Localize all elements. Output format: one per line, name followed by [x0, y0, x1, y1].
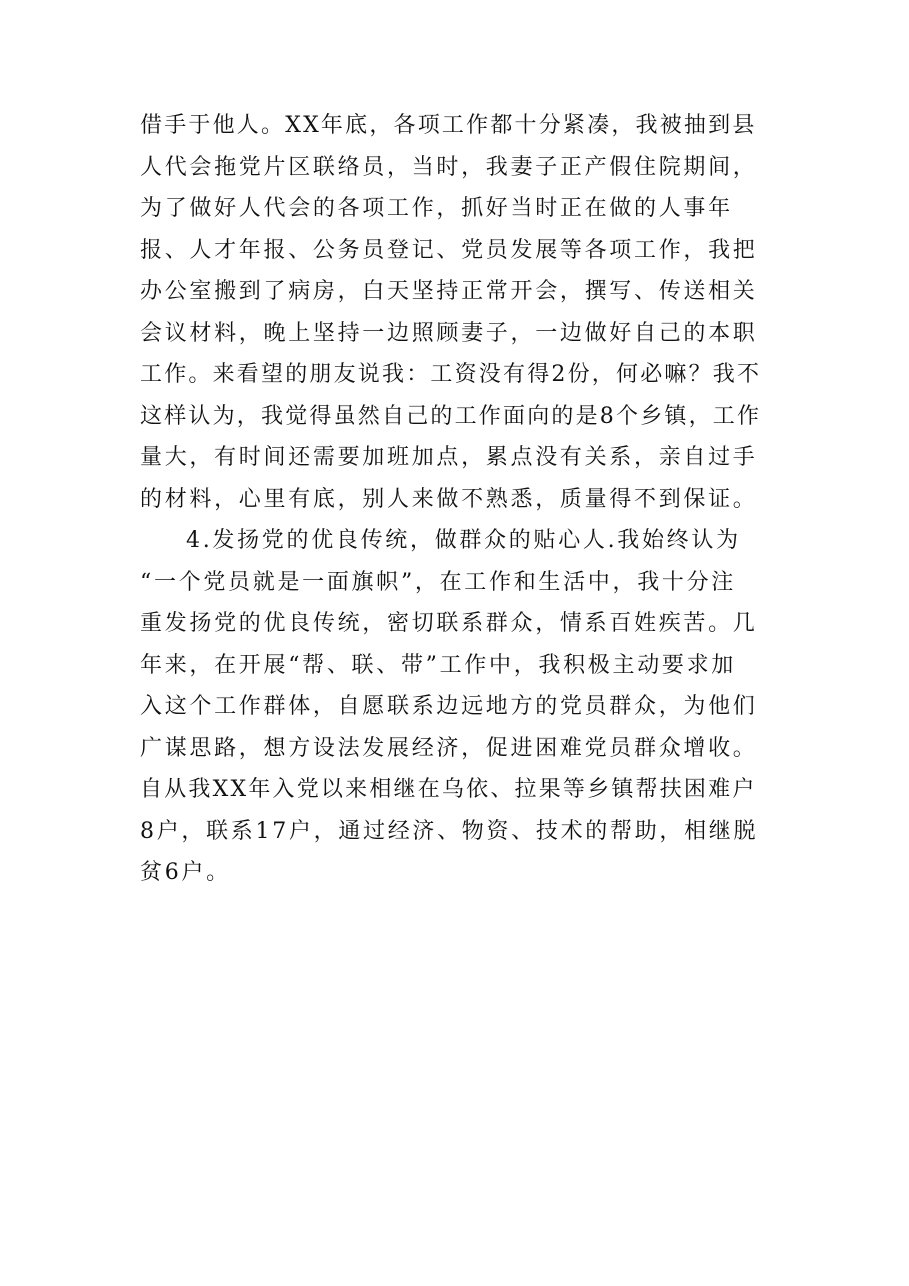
text-line: 借手于他人。XX年底，各项工作都十分紧凑，我被抽到县	[140, 113, 757, 138]
text-line: 报、人才年报、公务员登记、党员发展等各项工作，我把	[140, 237, 758, 263]
text-line: 量大，有时间还需要加班加点，累点没有关系，亲自过手	[140, 445, 758, 470]
text-line: 自从我XX年入党以来相继在乌依、拉果等乡镇帮扶困难户	[140, 777, 757, 802]
text-line: 贫6户。	[140, 860, 231, 885]
section-heading-line: 4.发扬党的优良传统，做群众的贴心人.我始终认为	[186, 528, 741, 553]
text-line: 办公室搬到了病房，白天坚持正常开会，撰写、传送相关	[140, 279, 758, 304]
text-line: 会议材料，晚上坚持一边照顾妻子，一边做好自己的本职	[140, 320, 758, 346]
text-line: 广谋思路，想方设法发展经济，促进困难党员群众增收。	[140, 735, 758, 761]
body-text	[140, 105, 780, 894]
text-line: 的材料，心里有底，别人来做不熟悉，质量得不到保证。	[140, 486, 758, 512]
text-line: “一个党员就是一面旗帜”，在工作和生活中，我十分注	[140, 569, 736, 595]
text-line: 人代会拖党片区联络员，当时，我妻子正产假住院期间，	[140, 154, 758, 180]
text-line: 入这个工作群体，自愿联系边远地方的党员群众，为他们	[140, 694, 758, 719]
text-line: 这样认为，我觉得虽然自己的工作面向的是8个乡镇，工作	[140, 403, 762, 429]
text-line: 工作。来看望的朋友说我：工资没有得2份，何必嘛？我不	[140, 362, 762, 387]
text-line: 8户，联系17户，通过经济、物资、技术的帮助，相继脱	[140, 818, 759, 844]
text-line: 年来，在开展“帮、联、带”工作中，我积极主动要求加	[140, 652, 736, 678]
text-line: 重发扬党的优良传统，密切联系群众，情系百姓疾苦。几	[140, 611, 758, 636]
text-line: 为了做好人代会的各项工作，抓好当时正在做的人事年	[140, 196, 733, 221]
